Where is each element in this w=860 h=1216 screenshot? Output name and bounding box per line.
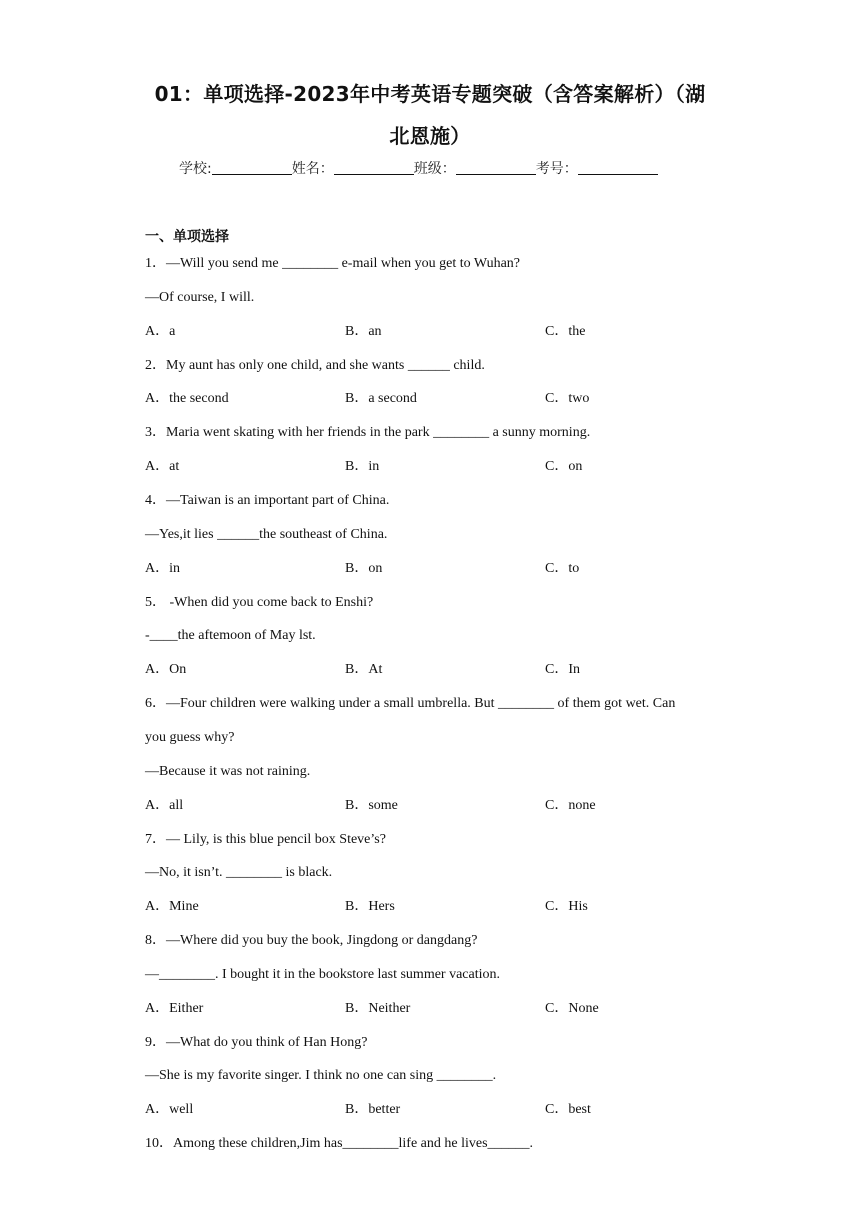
question-stem: 2．My aunt has only one child, and she wants ______ child. [145,357,485,373]
class-label: 班级： [413,161,456,177]
answer-option-b: B．in [345,459,380,475]
student-info-bar [179,158,658,178]
exam-number-label: 考号： [535,161,578,177]
question-stem: 4．—Taiwan is an important part of China. [145,493,390,508]
answer-option-b: B．At [345,662,383,678]
answer-option-b: B．some [345,797,398,813]
answer-option-b: B．on [345,560,383,576]
question-line: —Because it was not raining. [145,763,311,779]
answer-option-b: B．an [345,323,382,339]
question-line: —No, it isn’t. ________ is black. [145,865,333,881]
answer-option-b: B．a second [345,391,417,407]
answer-option-a: A．in [145,560,180,576]
answer-option-c: C．None [545,1000,599,1016]
school-blank [212,160,292,175]
answer-option-c: C．to [545,560,580,576]
answer-option-b: B．Hers [345,899,395,915]
page-title-line-1: 01：单项选择-2023年中考英语专题突破（含答案解析）（湖 [154,82,706,106]
answer-option-a: A．well [145,1102,194,1118]
answer-option-c: C．the [545,323,586,339]
exam-number-blank [578,160,658,175]
question-stem: 1．—Will you send me ________ e-mail when you get to Wuhan? [145,256,520,271]
question-stem: 8．—Where did you buy the book, Jingdong or dangdang? [145,933,478,948]
name-label: 姓名： [291,161,334,177]
answer-option-b: B．better [345,1102,401,1118]
question-line: you guess why? [145,729,235,745]
answer-option-a: A．Mine [145,899,199,915]
question-line: —She is my favorite singer. I think no one can sing ________. [145,1068,497,1084]
section-title: 一、单项选择 [145,229,229,245]
answer-option-a: A．On [145,662,187,678]
question-stem: 7．— Lily, is this blue pencil box Steve’s? [145,831,386,847]
question-line: -____the aftemoon of May lst. [145,628,316,644]
question-stem: 6．—Four children were walking under a small umbrella. But ________ of them got wet. Can [145,696,676,711]
answer-option-c: C．In [545,662,580,678]
question-stem: 9．—What do you think of Han Hong? [145,1034,368,1050]
answer-option-c: C．best [545,1102,591,1118]
question-line: —Yes,it lies ______the southeast of China. [145,526,388,542]
answer-option-c: C．His [545,899,588,915]
name-blank [334,160,414,175]
question-stem: 10．Among these children,Jim has________life and he lives______. [145,1136,534,1152]
answer-option-a: A．Either [145,1000,204,1016]
question-stem: 3．Maria went skating with her friends in the park ________ a sunny morning. [145,425,591,441]
answer-option-a: A．all [145,797,184,813]
answer-option-a: A．a [145,323,176,339]
answer-option-c: C．none [545,797,596,813]
answer-option-b: B．Neither [345,1000,411,1016]
answer-option-c: C．on [545,459,583,475]
question-line: —Of course, I will. [145,289,255,305]
answer-option-a: A．the second [145,391,229,407]
question-line: —________. I bought it in the bookstore last summer vacation. [145,966,501,982]
school-label: 学校: [179,161,212,177]
class-blank [456,160,536,175]
page-title-line-2: 北恩施） [389,124,471,148]
answer-option-c: C．two [545,391,590,407]
answer-option-a: A．at [145,459,180,475]
question-stem: 5． -When did you come back to Enshi? [145,594,374,610]
